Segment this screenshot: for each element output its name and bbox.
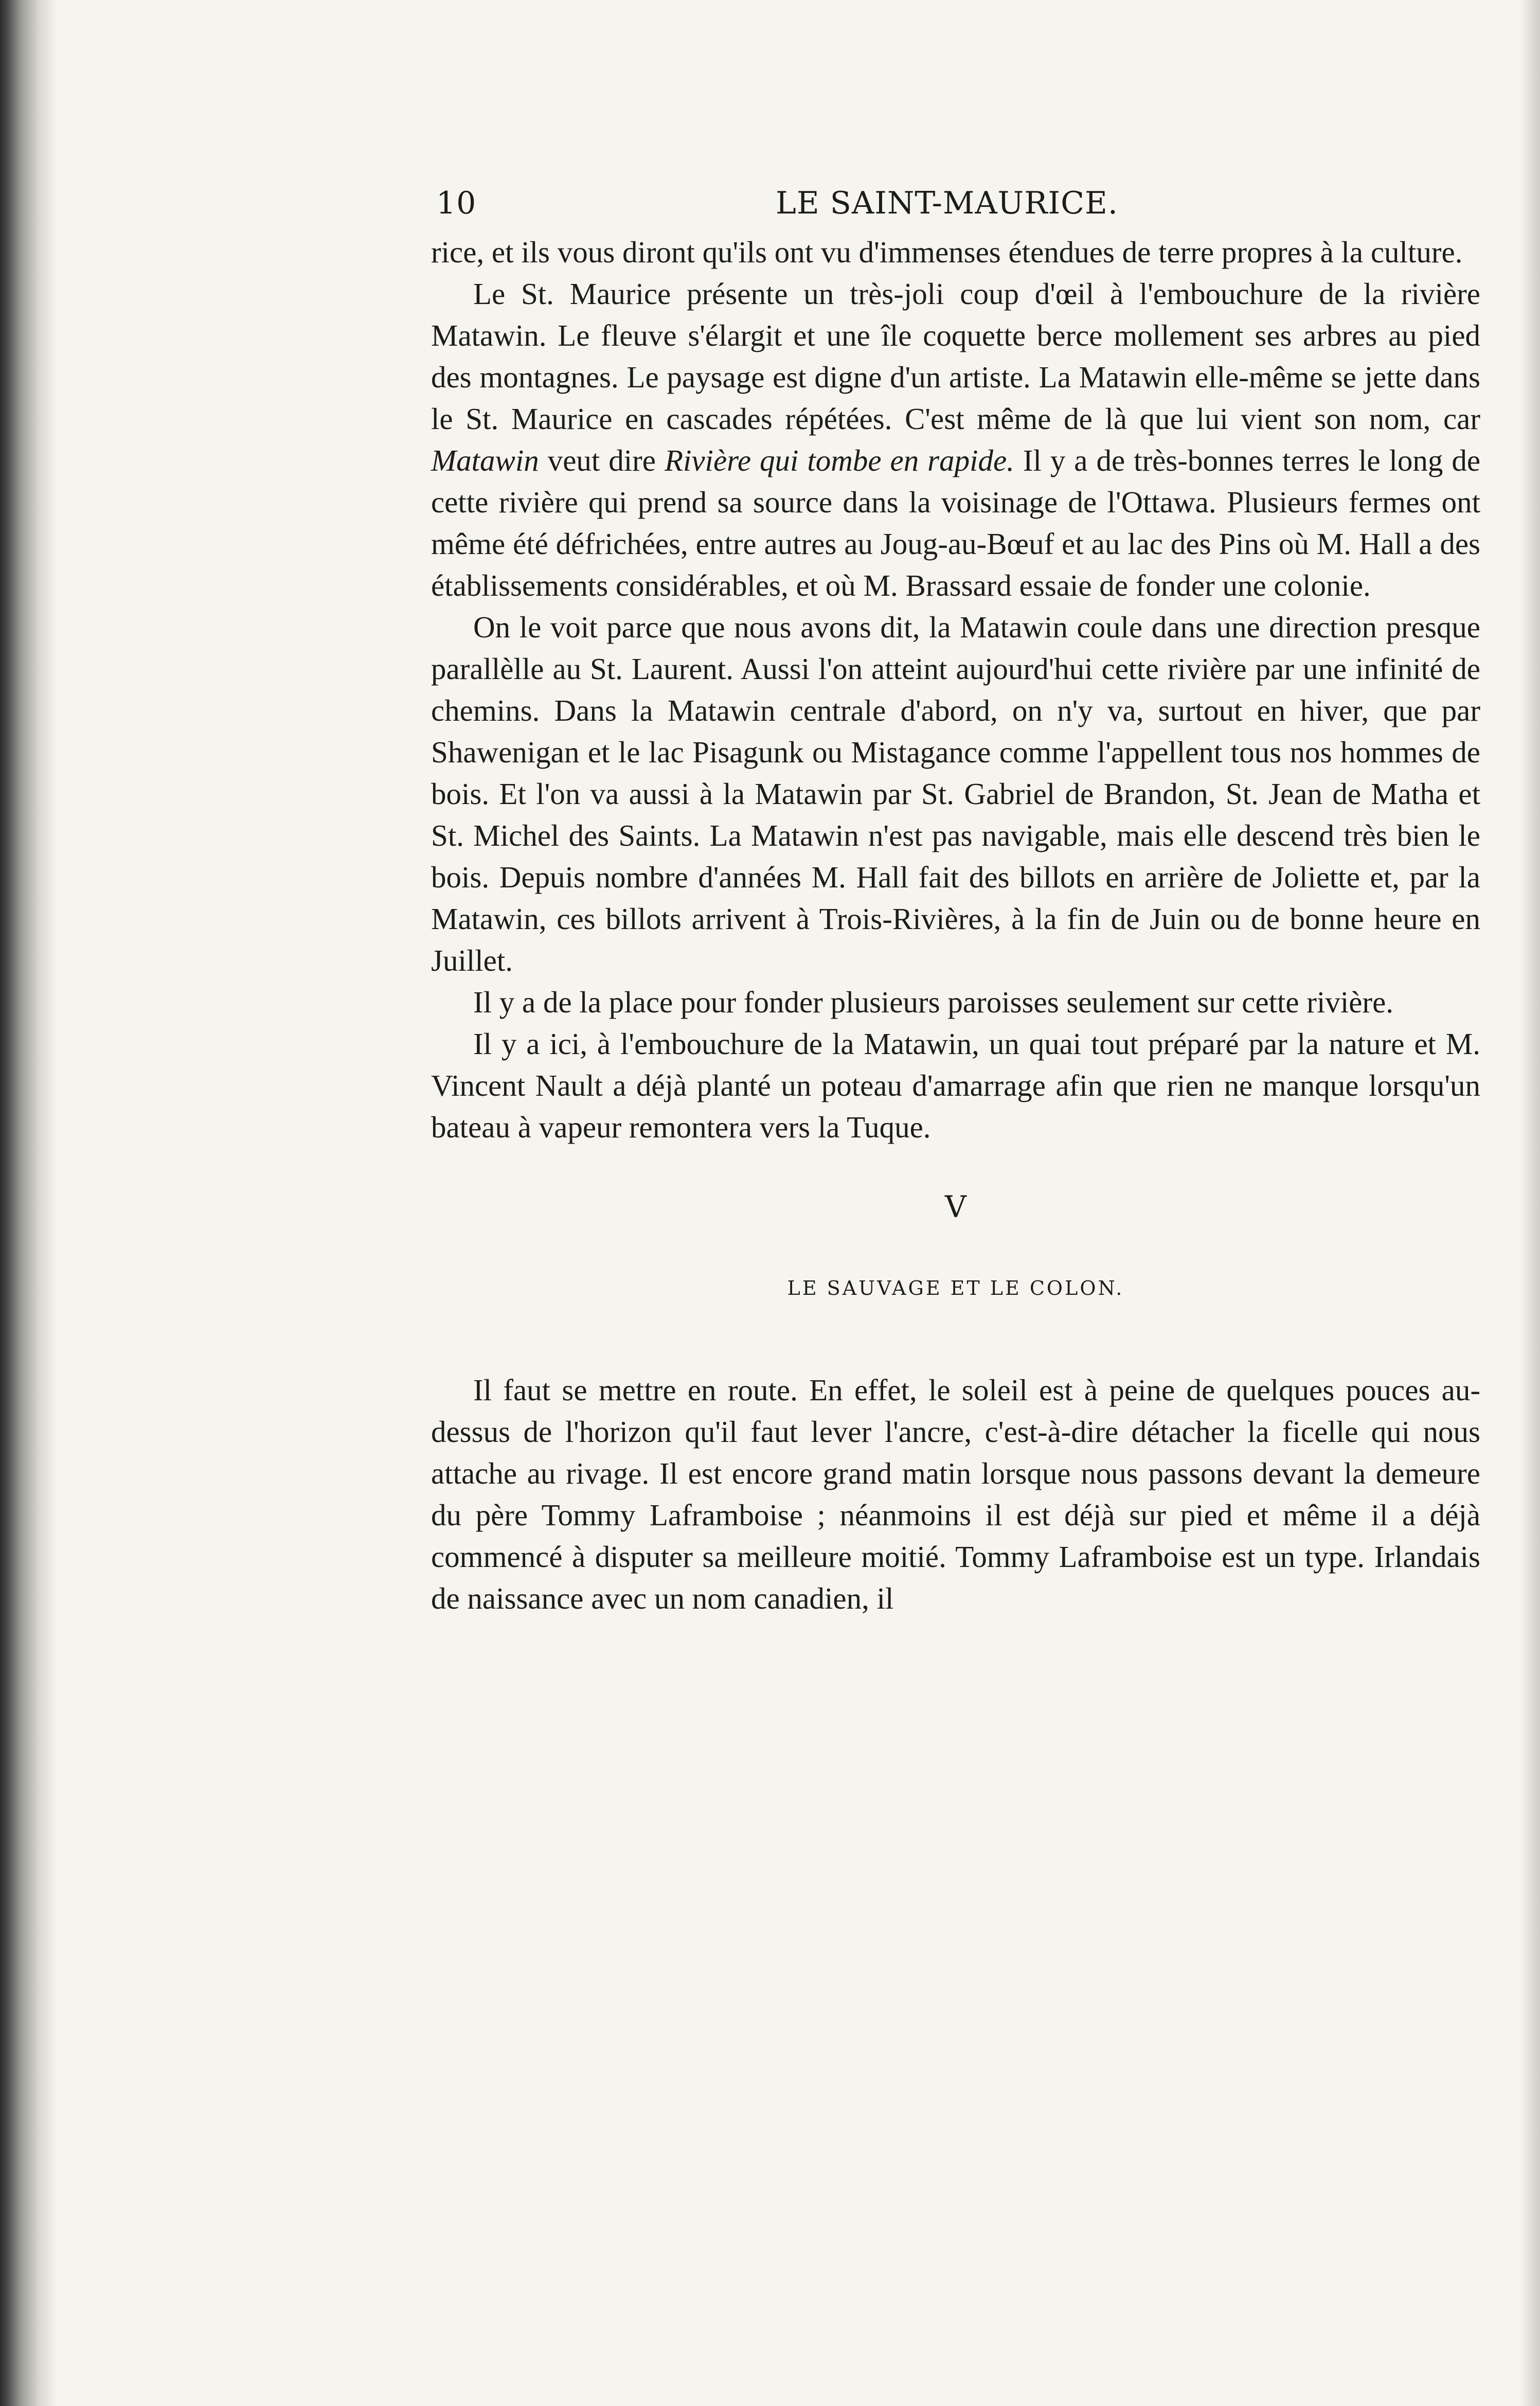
paragraph-text: Il y a de la place pour fonder plusieurs paroisses seulement sur cette rivière. (473, 985, 1394, 1019)
paragraph-text: Le St. Maurice présente un très-joli coup d'œil à l'embouchure de la rivière Matawin. Le fleuve s'élargit et une île coquette berce mollement ses arbres au pied des montagnes. Le paysage est digne d'un artiste. La Matawin elle-même se jette dans le St. Maurice en cascades répétées. C'est même de là que lui vient son nom, car (431, 277, 1480, 436)
paragraph-text: Il y a ici, à l'embouchure de la Matawin, un quai tout préparé par la nature et M. Vincent Nault a déjà planté un poteau d'amarrage afin que rien ne manque lorsqu'un bateau à vapeur remontera vers la Tuque. (431, 1027, 1480, 1144)
binding-gutter (0, 0, 57, 2406)
paragraph (431, 273, 1480, 607)
paragraph (431, 231, 1480, 273)
paragraph-text: veut dire (539, 443, 665, 477)
book-page (431, 175, 1480, 1619)
section-number: V (945, 1189, 966, 1224)
paragraph (431, 607, 1480, 982)
paragraph (431, 982, 1480, 1023)
paragraph (431, 1023, 1480, 1148)
page-number: 10 (436, 185, 477, 221)
running-head (431, 175, 1480, 231)
section-title: LE SAUVAGE ET LE COLON. (787, 1277, 1124, 1299)
paragraph-text: On le voit parce que nous avons dit, la Matawin coule dans une direction presque parallèlle au St. Laurent. Aussi l'on atteint aujourd'hui cette rivière par une infinité de chemins. Dans la Matawin centrale d'abord, on n'y va, surtout en hiver, que par Shawenigan et le lac Pisagunk ou Mistagance comme l'appellent tous nos hommes de bois. Et l'on va aussi à la Matawin par St. Gabriel de Brandon, St. Jean de Matha et St. Michel des Saints. La Matawin n'est pas navigable, mais elle descend très bien le bois. Depuis nombre d'années M. Hall fait des billots en arrière de Joliette et, par la Matawin, ces billots arrivent à Trois-Rivières, à la fin de Juin ou de bonne heure en Juillet. (431, 610, 1480, 977)
italic-text: Matawin (431, 443, 539, 477)
paragraph-text: Il faut se mettre en route. En effet, le soleil est à peine de quelques pouces au-dessus de l'horizon qu'il faut lever l'ancre, c'est-à-dire détacher la ficelle qui nous attache au rivage. Il est encore grand matin lorsque nous passons devant la demeure du père Tommy Laframboise ; néanmoins il est déjà sur pied et même il a déjà commencé à disputer sa meilleure moitié. Tommy Laframboise est un type. Irlandais de naissance avec un nom canadien, il (431, 1373, 1480, 1615)
body-text (431, 231, 1480, 1148)
paragraph-text: rice, et ils vous diront qu'ils ont vu d'immenses étendues de terre propres à la culture. (431, 235, 1463, 269)
italic-text: Rivière qui tombe en rapide. (664, 443, 1014, 477)
paragraph-text: Il y a de très-bonnes terres le long de cette rivière qui prend sa source dans la voisinage de l'Ottawa. Plusieurs fermes ont même été défrichées, entre autres au Joug-au-Bœuf et au lac des Pins où M. Hall a des établissements considérables, et où M. Brassard essaie de fonder une colonie. (431, 443, 1481, 602)
section-body-text (431, 1369, 1480, 1619)
paragraph (431, 1369, 1480, 1619)
page-edge-shadow (1519, 0, 1540, 2406)
running-title: LE SAINT-MAURICE. (776, 185, 1118, 221)
